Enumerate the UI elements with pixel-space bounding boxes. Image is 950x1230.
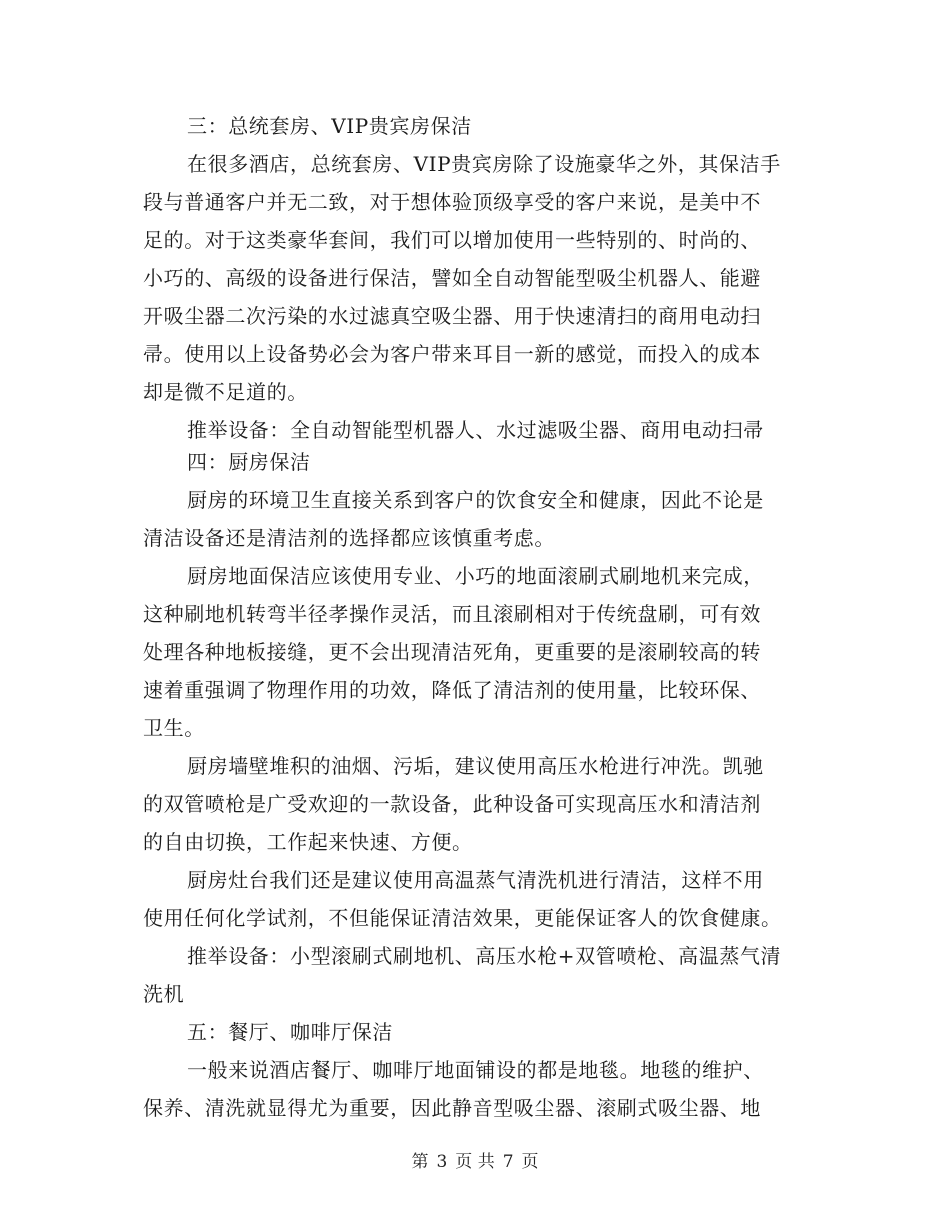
paragraph-line: 开吸尘器二次污染的水过滤真空吸尘器、用于快速清扫的商用电动扫 xyxy=(143,304,761,328)
total-pages-number: 7 xyxy=(502,1152,514,1172)
paragraph-line: 保养、清洗就显得尤为重要，因此静音型吸尘器、滚刷式吸尘器、地 xyxy=(143,1096,761,1120)
section-heading-4: 四：厨房保洁 xyxy=(187,450,311,474)
paragraph-line: 段与普通客户并无二致，对于想体验顶级享受的客户来说，是美中不 xyxy=(143,190,761,214)
page-footer xyxy=(0,1150,950,1174)
paragraph-line: 的自由切换，工作起来快速、方便。 xyxy=(143,830,473,854)
page-label-prefix: 第 xyxy=(411,1152,429,1172)
paragraph-line: 清洁设备还是清洁剂的选择都应该慎重考虑。 xyxy=(143,526,555,550)
paragraph-line: 一般来说酒店餐厅、咖啡厅地面铺设的都是地毯。地毯的维护、 xyxy=(187,1058,764,1082)
paragraph-line: 的双管喷枪是广受欢迎的一款设备，此种设备可实现高压水和清洁剂 xyxy=(143,792,761,816)
paragraph-line: 使用任何化学试剂，不但能保证清洁效果，更能保证客人的饮食健康。 xyxy=(143,906,782,930)
paragraph-line: 帚。使用以上设备势必会为客户带来耳目一新的感觉，而投入的成本 xyxy=(143,342,761,366)
section-heading-3: 三：总统套房、VIP贵宾房保洁 xyxy=(187,114,472,138)
paragraph-line: 厨房墙壁堆积的油烟、污垢，建议使用高压水枪进行冲洗。凯驰 xyxy=(187,754,764,778)
paragraph-line: 速着重强调了物理作用的功效，降低了清洁剂的使用量，比较环保、 xyxy=(143,678,761,702)
paragraph-line: 卫生。 xyxy=(143,716,205,740)
current-page-number: 3 xyxy=(436,1152,448,1172)
recommendation-line: 推举设备：小型滚刷式刷地机、高压水枪+双管喷枪、高温蒸气清 xyxy=(187,944,782,968)
paragraph-line: 在很多酒店，总统套房、VIP贵宾房除了设施豪华之外，其保洁手 xyxy=(187,152,781,176)
paragraph-line: 这种刷地机转弯半径孝操作灵活，而且滚刷相对于传统盘刷，可有效 xyxy=(143,602,761,626)
paragraph-line: 处理各种地板接缝，更不会出现清洁死角，更重要的是滚刷较高的转 xyxy=(143,640,761,664)
page-label-suffix: 页 xyxy=(521,1152,539,1172)
paragraph-line: 却是微不足道的。 xyxy=(143,380,308,404)
paragraph-line: 厨房灶台我们还是建议使用高温蒸气清洗机进行清洁，这样不用 xyxy=(187,868,764,892)
paragraph-line: 足的。对于这类豪华套间，我们可以增加使用一些特别的、时尚的、 xyxy=(143,228,761,252)
page-label-middle: 页 共 xyxy=(455,1152,495,1172)
paragraph-line: 厨房地面保洁应该使用专业、小巧的地面滚刷式刷地机来完成， xyxy=(187,564,764,588)
paragraph-line: 洗机 xyxy=(143,982,185,1006)
paragraph-line: 小巧的、高级的设备进行保洁，譬如全自动智能型吸尘机器人、能避 xyxy=(143,266,761,290)
recommendation-line: 推举设备：全自动智能型机器人、水过滤吸尘器、商用电动扫帚 xyxy=(187,418,764,442)
paragraph-line: 厨房的环境卫生直接关系到客户的饮食安全和健康，因此不论是 xyxy=(187,488,764,512)
section-heading-5: 五：餐厅、咖啡厅保洁 xyxy=(187,1020,393,1044)
